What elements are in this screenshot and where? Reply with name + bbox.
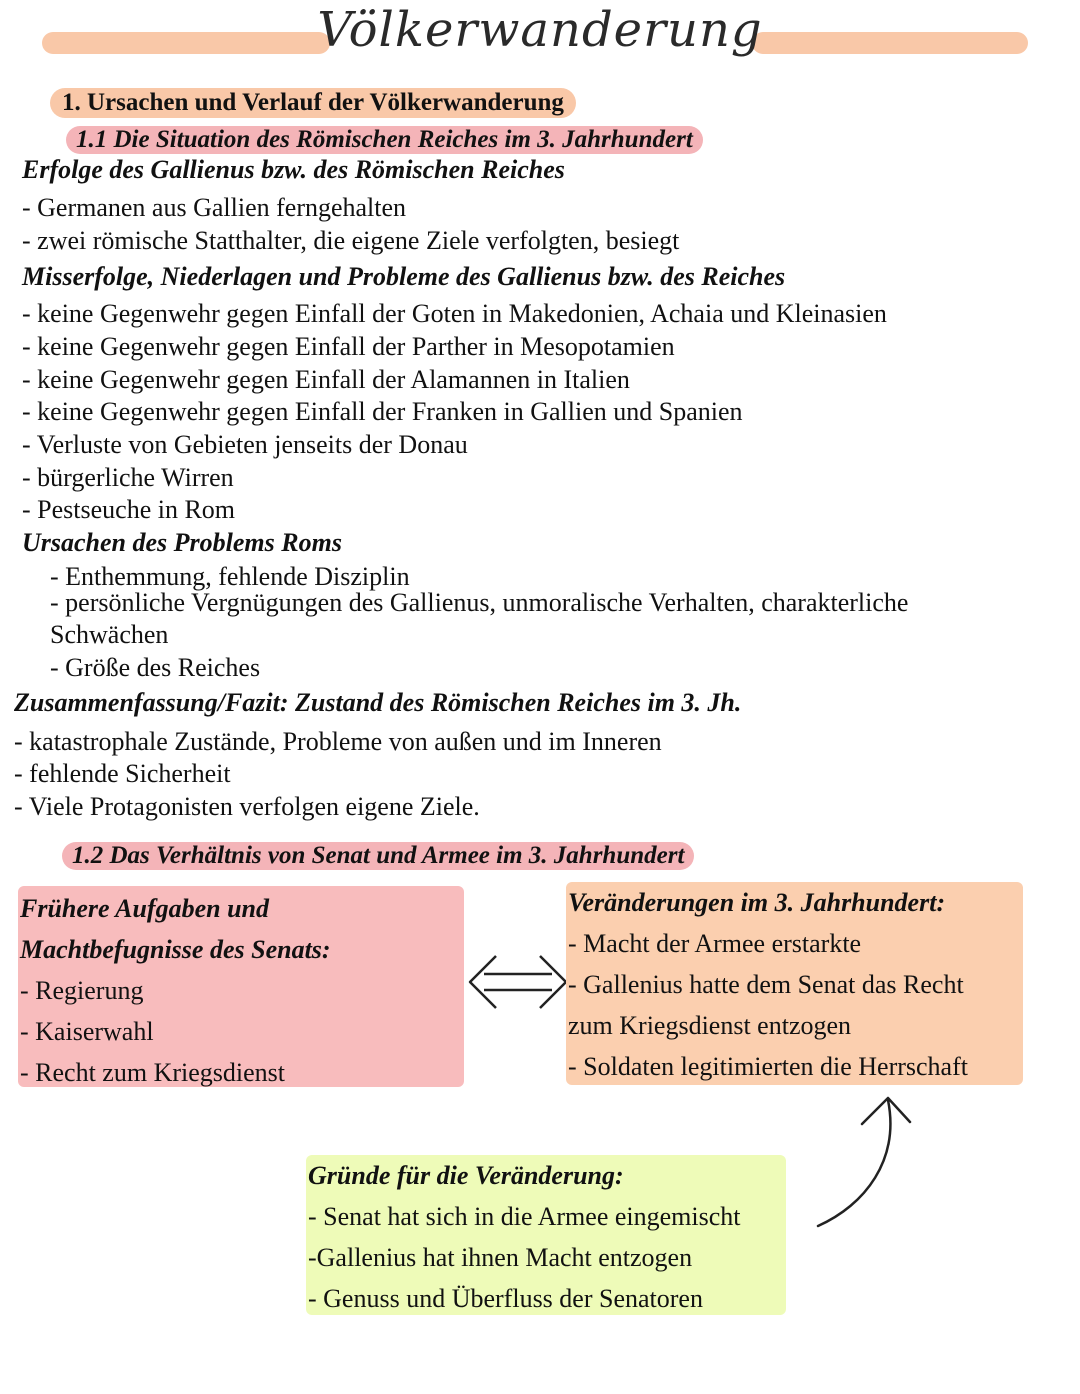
misserfolge-item: - Verluste von Gebieten jenseits der Donau	[22, 430, 468, 459]
misserfolge-item: - keine Gegenwehr gegen Einfall der Franken in Gallien und Spanien	[22, 397, 743, 426]
misserfolge-item: - Pestseuche in Rom	[22, 495, 236, 524]
curved-arrow-icon	[810, 1090, 920, 1235]
fazit-heading: Zusammenfassung/Fazit: Zustand des Römischen Reiches im 3. Jh.	[14, 688, 742, 717]
box-senat-item: - Kaiserwahl	[20, 1017, 154, 1046]
erfolge-heading: Erfolge des Gallienus bzw. des Römischen Reiches	[22, 155, 565, 184]
title-bar-left	[42, 32, 330, 54]
misserfolge-item: - bürgerliche Wirren	[22, 463, 234, 492]
erfolge-item: - Germanen aus Gallien ferngehalten	[22, 193, 407, 222]
ursachen-item: - persönliche Vergnügungen des Gallienus, unmoralische Verhalten, charakterliche	[50, 588, 909, 617]
box-gruende-item: -Gallenius hat ihnen Macht entzogen	[308, 1243, 693, 1272]
box-veraenderungen-item: - Soldaten legitimierten die Herrschaft	[568, 1052, 968, 1081]
ursachen-item: Schwächen	[50, 620, 169, 649]
box-senat-item: - Recht zum Kriegsdienst	[20, 1058, 285, 1087]
box-senat-title: Machtbefugnisse des Senats:	[20, 935, 331, 964]
fazit-item: - fehlende Sicherheit	[14, 759, 231, 788]
section-heading-1: 1. Ursachen und Verlauf der Völkerwanderung	[50, 88, 576, 118]
misserfolge-heading: Misserfolge, Niederlagen und Probleme des Gallienus bzw. des Reiches	[22, 262, 786, 291]
fazit-item: - Viele Protagonisten verfolgen eigene Ziele.	[14, 792, 480, 821]
box-senat-item: - Regierung	[20, 976, 144, 1005]
box-gruende-item: - Senat hat sich in die Armee eingemischt	[308, 1202, 741, 1231]
box-gruende	[306, 1155, 786, 1315]
double-arrow-icon	[466, 950, 570, 1014]
page-title: Völkerwanderung	[317, 2, 763, 58]
box-veraenderungen-title: Veränderungen im 3. Jahrhundert:	[568, 888, 946, 917]
misserfolge-item: - keine Gegenwehr gegen Einfall der Parther in Mesopotamien	[22, 332, 675, 361]
ursachen-item: - Enthemmung, fehlende Disziplin	[50, 562, 410, 591]
box-veraenderungen-item: zum Kriegsdienst entzogen	[568, 1011, 852, 1040]
fazit-item: - katastrophale Zustände, Probleme von außen und im Inneren	[14, 727, 662, 756]
box-veraenderungen	[566, 882, 1023, 1085]
section-heading-1-1: 1.1 Die Situation des Römischen Reiches im 3. Jahrhundert	[66, 126, 703, 154]
misserfolge-item: - keine Gegenwehr gegen Einfall der Goten in Makedonien, Achaia und Kleinasien	[22, 299, 887, 328]
ursachen-heading: Ursachen des Problems Roms	[22, 528, 342, 557]
section-heading-1-2: 1.2 Das Verhältnis von Senat und Armee im 3. Jahrhundert	[62, 842, 694, 870]
box-senat-title: Frühere Aufgaben und	[20, 894, 269, 923]
box-veraenderungen-item: - Macht der Armee erstarkte	[568, 929, 862, 958]
misserfolge-item: - keine Gegenwehr gegen Einfall der Alamannen in Italien	[22, 365, 630, 394]
box-gruende-title: Gründe für die Veränderung:	[308, 1161, 624, 1190]
erfolge-item: - zwei römische Statthalter, die eigene Ziele verfolgten, besiegt	[22, 226, 680, 255]
box-gruende-item: - Genuss und Überfluss der Senatoren	[308, 1284, 703, 1313]
ursachen-item: - Größe des Reiches	[50, 653, 261, 682]
box-veraenderungen-item: - Gallenius hatte dem Senat das Recht	[568, 970, 964, 999]
title-bar-right	[752, 32, 1028, 54]
box-senat	[18, 886, 464, 1087]
